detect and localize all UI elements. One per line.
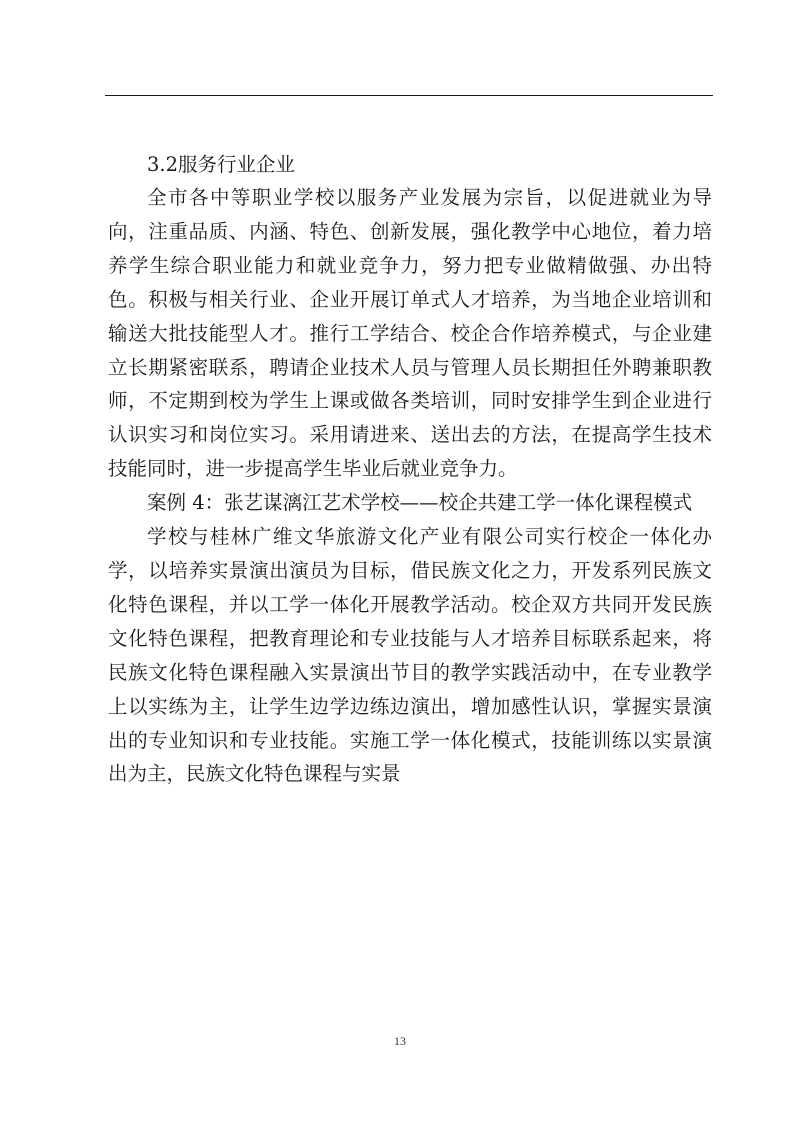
header-rule <box>105 95 713 96</box>
page-number: 13 <box>394 1034 406 1048</box>
paragraph-service-industry: 全市各中等职业学校以服务产业发展为宗旨，以促进就业为导向，注重品质、内涵、特色、创新发展，强化教学中心地位，着力培养学生综合职业能力和就业竞争力，努力把专业做精做强、办出特色。积极与相关行业、企业开展订单式人才培养，为当地企业培训和输送大批技能型人才。推行工学结合、校企合作培养模式，与企业建立长期紧密联系，聘请企业技术人员与管理人员长期担任外聘兼职教师，不定期到校为学生上课或做各类培训，同时安排学生到企业进行认识实习和岗位实习。采用请进来、送出去的方法，在提高学生技术技能同时，进一步提高学生毕业后就业竞争力。 <box>108 186 712 481</box>
document-body <box>108 148 712 791</box>
section-heading: 3.2服务行业企业 <box>147 153 296 176</box>
case-title: 案例 4：张艺谋漓江艺术学校——校企共建工学一体化课程模式 <box>147 491 693 515</box>
paragraph-case-description: 学校与桂林广维文华旅游文化产业有限公司实行校企一体化办学，以培养实景演出演员为目标，借民族文化之力，开发系列民族文化特色课程，并以工学一体化开展教学活动。校企双方共同开发民族文化特色课程，把教育理论和专业技能与人才培养目标联系起来，将民族文化特色课程融入实景演出节目的教学实践活动中，在专业教学上以实练为主，让学生边学边练边演出，增加感性认识，掌握实景演出的专业知识和专业技能。实施工学一体化模式，技能训练以实景演出为主，民族文化特色课程与实景 <box>108 525 712 786</box>
